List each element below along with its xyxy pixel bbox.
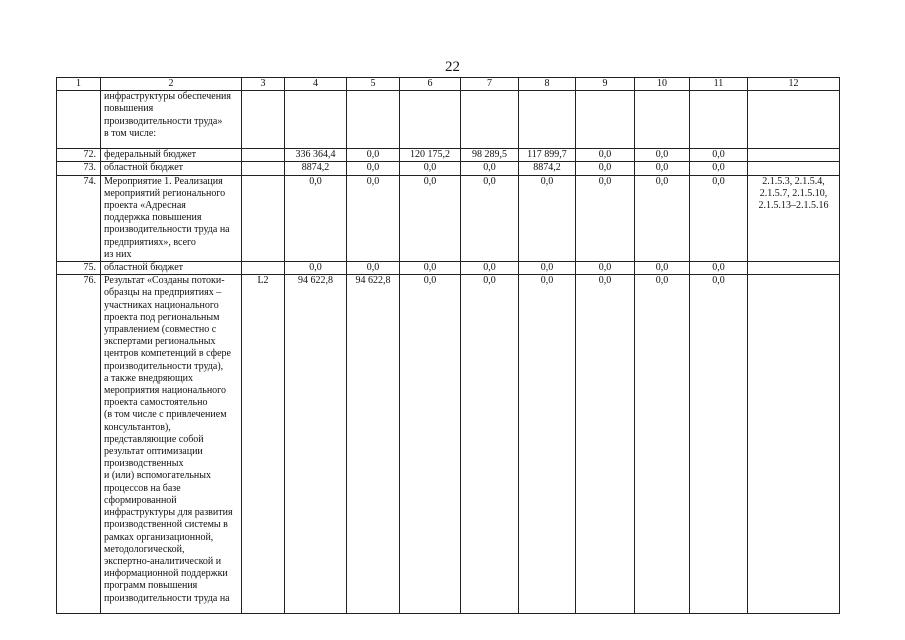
cell-value: 8874,2 [519,162,576,175]
cell-value: 0,0 [400,262,461,275]
cell-value: 0,0 [461,162,519,175]
cell-value: 0,0 [400,175,461,261]
row-name: Мероприятие 1. Реализация мероприятий регионального проекта «Адресная поддержка повышения производительности труда на предприятиях», всего из них [101,175,242,261]
cell-value: 98 289,5 [461,149,519,162]
cell-value: 0,0 [690,275,748,614]
row-reference [748,275,840,614]
cell-value: 0,0 [519,262,576,275]
cell-value [400,91,461,149]
cell-value: 0,0 [690,149,748,162]
row-code [242,175,285,261]
row-code: L2 [242,275,285,614]
column-number: 7 [461,78,519,91]
column-number: 4 [285,78,347,91]
cell-value: 0,0 [576,162,635,175]
cell-value: 0,0 [635,275,690,614]
cell-value: 117 899,7 [519,149,576,162]
column-number: 9 [576,78,635,91]
row-number: 75. [57,262,101,275]
row-code [242,149,285,162]
cell-value [519,91,576,149]
table-row [57,175,840,261]
cell-value [690,91,748,149]
column-number: 5 [347,78,400,91]
cell-value: 0,0 [347,162,400,175]
cell-value [461,91,519,149]
row-number: 74. [57,175,101,261]
cell-value: 0,0 [461,275,519,614]
cell-value: 0,0 [635,162,690,175]
row-name: областной бюджет [101,162,242,175]
cell-value: 0,0 [576,275,635,614]
cell-value: 0,0 [347,149,400,162]
table-row [57,262,840,275]
cell-value [285,91,347,149]
cell-value: 0,0 [635,175,690,261]
row-number: 73. [57,162,101,175]
table-row [57,162,840,175]
cell-value: 120 175,2 [400,149,461,162]
row-number: 72. [57,149,101,162]
row-name: областной бюджет [101,262,242,275]
table-row [57,149,840,162]
row-name: федеральный бюджет [101,149,242,162]
cell-value: 0,0 [690,262,748,275]
cell-value: 94 622,8 [285,275,347,614]
cell-value: 0,0 [461,175,519,261]
cell-value [635,91,690,149]
cell-value: 0,0 [347,262,400,275]
page-number: 22 [445,59,460,75]
cell-value: 0,0 [461,262,519,275]
column-number: 3 [242,78,285,91]
row-number [57,91,101,149]
cell-value: 0,0 [285,262,347,275]
column-number: 6 [400,78,461,91]
column-number-row [57,78,840,91]
cell-value: 0,0 [519,275,576,614]
cell-value: 0,0 [400,275,461,614]
cell-value [347,91,400,149]
cell-value: 0,0 [347,175,400,261]
budget-table [56,77,840,614]
cell-value [576,91,635,149]
row-code [242,162,285,175]
table-row [57,275,840,614]
cell-value: 0,0 [519,175,576,261]
cell-value: 0,0 [690,162,748,175]
column-number: 12 [748,78,840,91]
cell-value: 94 622,8 [347,275,400,614]
column-number: 2 [101,78,242,91]
column-number: 10 [635,78,690,91]
row-code [242,262,285,275]
row-number: 76. [57,275,101,614]
row-reference [748,91,840,149]
row-reference: 2.1.5.3, 2.1.5.4, 2.1.5.7, 2.1.5.10, 2.1.5.13–2.1.5.16 [748,175,840,261]
row-name: инфраструктуры обеспечения повышения производительности труда» в том числе: [101,91,242,149]
cell-value: 0,0 [576,262,635,275]
cell-value: 0,0 [635,262,690,275]
column-number: 1 [57,78,101,91]
cell-value: 0,0 [400,162,461,175]
cell-value: 0,0 [285,175,347,261]
table-row [57,91,840,149]
cell-value: 0,0 [635,149,690,162]
cell-value: 0,0 [576,149,635,162]
row-name: Результат «Созданы потоки- образцы на предприятиях – участниках национального проекта под региональным управлением (совместно с экспертами региональных центров компетенций в сфере производительности труда), а также внедряющих мероприятия национального проекта самостоятельно (в том числе с привлечением консультантов), представляющие собой результат оптимизации производственных и (или) вспомогательных процессов на базе сформированной инфраструктуры для развития производственной системы в рамках организационной, методологической, экспертно-аналитической и информационной поддержки программ повышения производительности труда на [101,275,242,614]
row-reference [748,162,840,175]
column-number: 11 [690,78,748,91]
row-code [242,91,285,149]
cell-value: 0,0 [576,175,635,261]
cell-value: 336 364,4 [285,149,347,162]
column-number: 8 [519,78,576,91]
row-reference [748,149,840,162]
cell-value: 8874,2 [285,162,347,175]
cell-value: 0,0 [690,175,748,261]
row-reference [748,262,840,275]
